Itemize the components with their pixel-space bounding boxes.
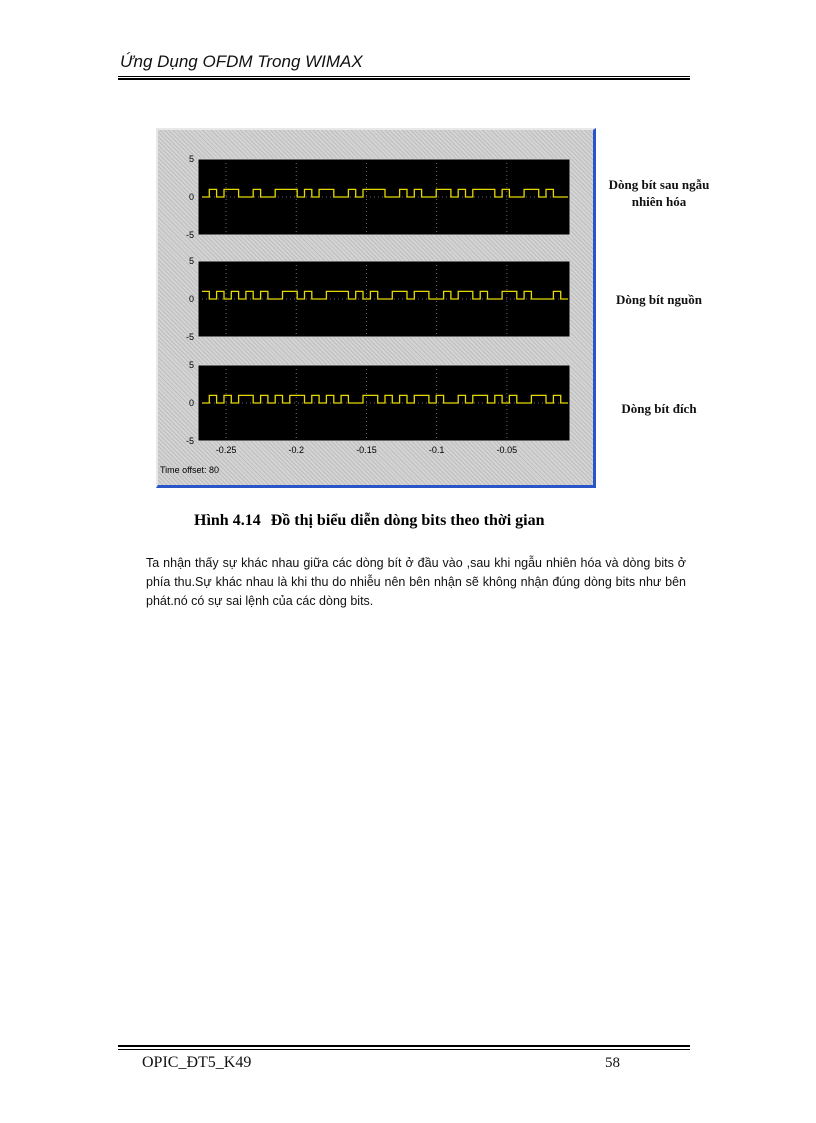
scope-ytick-label: 5	[188, 360, 194, 370]
scope-ytick-label: -5	[185, 436, 194, 446]
scope-ytick-label: -5	[185, 230, 194, 240]
header-rule-thick	[118, 78, 690, 80]
page-number: 58	[605, 1055, 620, 1071]
trace-label-scrambled-line1: Dòng bít sau ngẫu	[608, 177, 710, 192]
scope-xtick-label: -0.05	[496, 445, 518, 455]
footer-rule	[118, 1049, 690, 1050]
scope-xtick-label: -0.2	[288, 445, 305, 455]
trace-label-destination	[598, 400, 720, 417]
scope-figure	[156, 128, 596, 488]
scope-ytick-label: 5	[188, 256, 194, 266]
scope-ytick-label: -5	[185, 332, 194, 342]
time-offset-label: Time offset:	[160, 465, 207, 475]
scope-ytick-label: 5	[188, 154, 194, 164]
scope-panel-3	[186, 360, 570, 446]
scope-panel-2	[186, 256, 570, 342]
time-offset-value: 80	[209, 465, 220, 475]
trace-label-scrambled	[598, 176, 720, 210]
scope-ytick-label: 0	[188, 398, 194, 408]
scope-ytick-label: 0	[188, 294, 194, 304]
figure-caption-number: Hình 4.14	[194, 512, 261, 529]
figure-caption	[194, 512, 545, 530]
figure-caption-text: Đồ thị biểu diễn dòng bits theo thời gian	[270, 512, 545, 529]
page-header-title: Ứng Dụng OFDM Trong WIMAX	[120, 52, 363, 71]
scope-xtick-label: -0.25	[215, 445, 237, 455]
scope-xtick-label: -0.15	[356, 445, 377, 455]
scope-plot	[158, 130, 594, 486]
footer-course-code: OPIC_ĐT5_K49	[142, 1054, 252, 1071]
trace-label-scrambled-line2: nhiên hóa	[631, 194, 687, 209]
scope-xtick-label: -0.1	[428, 445, 445, 455]
scope-panel-1	[186, 154, 570, 240]
trace-label-destination-line1: Dòng bít đích	[621, 401, 697, 416]
footer-rule-thick	[118, 1045, 690, 1047]
body-paragraph: Ta nhận thấy sự khác nhau giữa các dòng bít ở đầu vào ,sau khi ngẫu nhiên hóa và dòng bits ở phía thu.Sự khác nhau là khi thu do nhiễu nên bên nhận sẽ không nhận đúng dòng bits như bên phát.nó có sự sai lệnh của các dòng bits.	[146, 556, 686, 608]
header-rule	[118, 76, 690, 77]
trace-label-source	[598, 291, 720, 308]
time-offset	[160, 465, 219, 475]
trace-label-source-line1: Dòng bít nguồn	[616, 292, 702, 307]
scope-ytick-label: 0	[188, 192, 194, 202]
